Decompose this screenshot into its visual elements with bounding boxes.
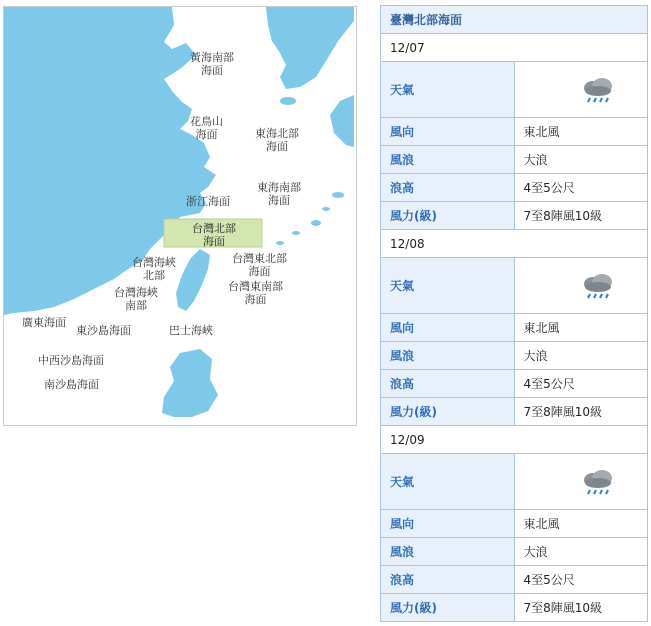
ryukyu-island — [292, 231, 300, 235]
label-yellow-sea-south[interactable]: 黃海南部 海面 — [190, 51, 234, 77]
area-title: 臺灣北部海面 — [381, 6, 648, 34]
wind-direction-value: 東北風 — [514, 118, 648, 146]
wind-direction-label: 風向 — [381, 510, 515, 538]
wind-force-value: 7至8陣風10級 — [514, 398, 648, 426]
wave-label: 風浪 — [381, 538, 515, 566]
wave-height-value: 4至5公尺 — [514, 370, 648, 398]
ryukyu-island — [332, 192, 344, 198]
taiwan-landmass — [176, 249, 210, 311]
wave-value: 大浪 — [514, 146, 648, 174]
label-nansha[interactable]: 南沙島海面 — [44, 378, 99, 391]
wave-height-label: 浪高 — [381, 174, 515, 202]
label-taiwan-north[interactable]: 台灣北部 海面 — [192, 222, 236, 248]
wave-label: 風浪 — [381, 342, 515, 370]
wind-force-value: 7至8陣風10級 — [514, 594, 648, 622]
label-guangdong[interactable]: 廣東海面 — [22, 316, 66, 329]
label-bashi-channel[interactable]: 巴士海峽 — [169, 324, 213, 337]
label-taiwan-northeast[interactable]: 台灣東北部 海面 — [232, 252, 287, 278]
weather-label: 天氣 — [381, 62, 515, 118]
label-strait-south[interactable]: 台灣海峽 南部 — [114, 286, 158, 312]
forecast-date: 12/08 — [381, 230, 648, 258]
forecast-date: 12/09 — [381, 426, 648, 454]
forecast-table — [380, 5, 648, 622]
korea-landmass — [266, 7, 354, 89]
weather-label: 天氣 — [381, 258, 515, 314]
wave-height-label: 浪高 — [381, 370, 515, 398]
wind-force-label: 風力(級) — [381, 594, 515, 622]
label-taiwan-southeast[interactable]: 台灣東南部 海面 — [228, 280, 283, 306]
wind-direction-value: 東北風 — [514, 314, 648, 342]
wave-value: 大浪 — [514, 538, 648, 566]
wind-direction-value: 東北風 — [514, 510, 648, 538]
label-strait-north[interactable]: 台灣海峽 北部 — [132, 256, 176, 282]
weather-label: 天氣 — [381, 454, 515, 510]
japan-landmass — [330, 95, 354, 147]
wave-height-value: 4至5公尺 — [514, 566, 648, 594]
wind-force-value: 7至8陣風10級 — [514, 202, 648, 230]
label-east-sea-south[interactable]: 東海南部 海面 — [257, 181, 301, 207]
rain-cloud-icon — [581, 76, 615, 104]
label-huaniaoshan[interactable]: 花鳥山 海面 — [190, 115, 223, 141]
weather-value — [514, 62, 648, 118]
weather-value — [514, 258, 648, 314]
weather-value — [514, 454, 648, 510]
rain-cloud-icon — [581, 468, 615, 496]
wind-direction-label: 風向 — [381, 118, 515, 146]
forecast-date: 12/07 — [381, 34, 648, 62]
wind-force-label: 風力(級) — [381, 398, 515, 426]
label-zhejiang[interactable]: 浙江海面 — [186, 195, 230, 208]
wave-label: 風浪 — [381, 146, 515, 174]
label-dongsha[interactable]: 東沙島海面 — [76, 324, 131, 337]
ryukyu-island — [322, 207, 330, 211]
ryukyu-island — [311, 220, 321, 226]
south-island-landmass — [162, 349, 218, 417]
wave-height-label: 浪高 — [381, 566, 515, 594]
label-east-sea-north[interactable]: 東海北部 海面 — [255, 127, 299, 153]
wave-value: 大浪 — [514, 342, 648, 370]
wind-direction-label: 風向 — [381, 314, 515, 342]
jeju-island — [280, 97, 296, 105]
wind-force-label: 風力(級) — [381, 202, 515, 230]
mainland-landmass — [4, 7, 216, 315]
ryukyu-island — [276, 241, 284, 245]
wave-height-value: 4至5公尺 — [514, 174, 648, 202]
label-central-west-sha[interactable]: 中西沙島海面 — [38, 354, 104, 367]
sea-area-map — [3, 6, 357, 426]
rain-cloud-icon — [581, 272, 615, 300]
